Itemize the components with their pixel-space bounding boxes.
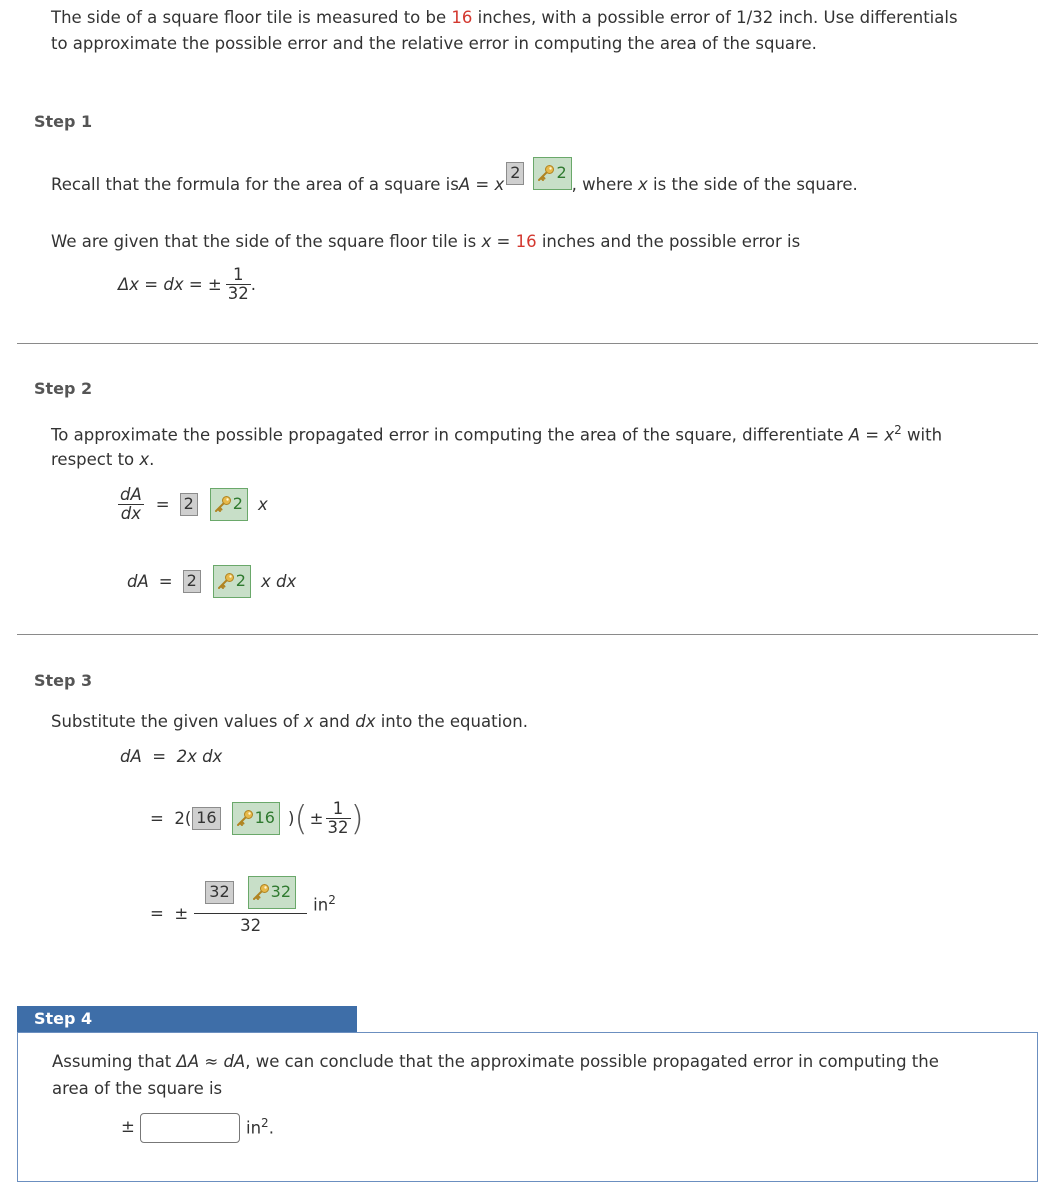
problem-side-value: 16: [451, 8, 473, 27]
error-fraction: $\frac{1}{32}$: [227, 265, 249, 303]
key-icon: [217, 572, 235, 590]
dx-fraction: $\frac{1}{32}$: [327, 799, 349, 837]
step2-intro-line-2: respect to x.: [51, 450, 155, 469]
coef2-answer-key[interactable]: 2: [213, 565, 251, 598]
x-answer-key[interactable]: 16: [232, 802, 280, 835]
step1-recall: Recall that the formula for the area of a square is A = x 2 2 , where x is the side of the square.: [51, 162, 858, 202]
exponent-entered-box[interactable]: 2: [506, 162, 524, 185]
step4-text-line-2: area of the square is: [52, 1079, 223, 1098]
problem-line-1: The side of a square floor tile is measured to be 16 inches, with a possible error of 1/32 inch. Use differentials: [51, 8, 958, 27]
step3-equation: dA = 2x dx: [120, 747, 223, 766]
given-side-value: 16: [515, 232, 537, 251]
coef1-entered-box[interactable]: 2: [180, 493, 198, 516]
problem-line-2: to approximate the possible error and the relative error in computing the area of the square.: [51, 34, 817, 53]
step2-intro-line-1: To approximate the possible propagated error in computing the area of the square, differentiate $A = x^2$ with: [51, 423, 943, 445]
step1-given: We are given that the side of the square floor tile is x = 16 inches and the possible error is: [51, 232, 801, 251]
paren-group: ( ± $\frac{1}{32}$ ): [294, 798, 364, 839]
step4-text-line-1: Assuming that ΔA ≈ dA, we can conclude that the approximate possible propagated error in computing the: [52, 1052, 939, 1071]
coef2-entered-box[interactable]: 2: [183, 570, 201, 593]
step2-label: Step 2: [34, 379, 93, 398]
divider-1: [17, 343, 1038, 344]
coef1-answer-key[interactable]: 2: [210, 488, 248, 521]
step4-panel: [17, 1032, 1038, 1182]
step1-label: Step 1: [34, 112, 93, 131]
step4-tab[interactable]: Step 4: [17, 1006, 357, 1032]
derivative-equation: $\frac{dA}{dx}$ = 2 2 x: [120, 485, 268, 523]
delta-x-equation: Δx = dx = ± $\frac{1}{32}$ .: [118, 265, 256, 303]
key-icon: [236, 809, 254, 827]
numerator-entered-box[interactable]: 32: [205, 881, 233, 904]
dA-dx-fraction: $\frac{dA}{dx}$: [120, 485, 142, 523]
step3-intro: Substitute the given values of x and dx into the equation.: [51, 712, 528, 731]
step4-pm: ±: [121, 1117, 135, 1136]
divider-2: [17, 634, 1038, 635]
key-icon: [214, 495, 232, 513]
error-answer-input[interactable]: [140, 1113, 240, 1143]
key-icon: [537, 164, 555, 182]
substitution-line: = 2( 16 16 ) ( ± $\frac{1}{32}$ ): [150, 798, 364, 839]
x-entered-box[interactable]: 16: [192, 807, 220, 830]
step4-unit: $in^2$.: [246, 1116, 274, 1138]
differential-equation: dA = 2 2 x dx: [127, 565, 296, 598]
numerator-answer-key[interactable]: 32: [248, 876, 296, 909]
result-line: = ± 32 32 32 $in^2$: [150, 876, 336, 938]
key-icon: [252, 883, 270, 901]
step3-label: Step 3: [34, 671, 93, 690]
exponent-answer-key[interactable]: 2: [533, 157, 571, 190]
